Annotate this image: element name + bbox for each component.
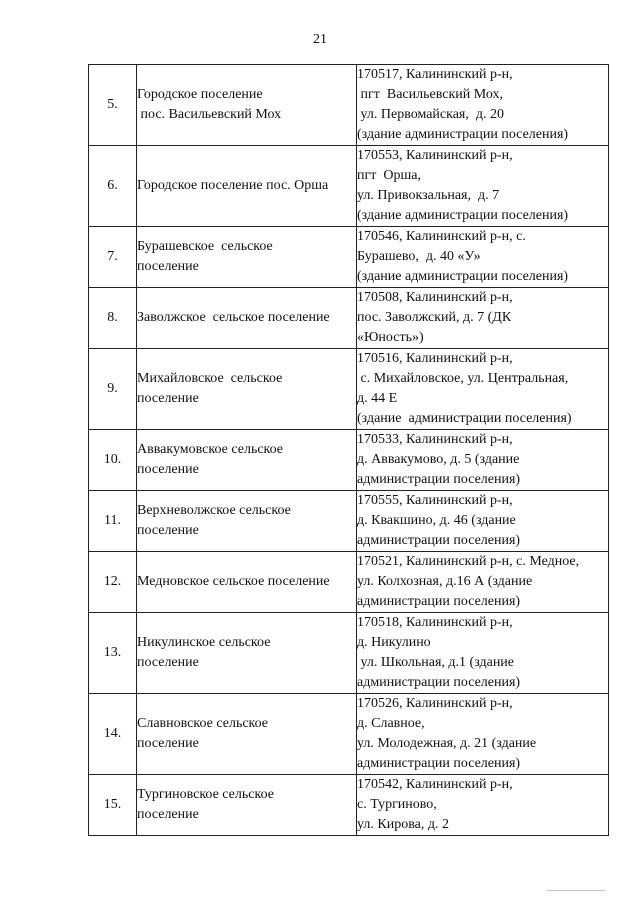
address-line: 170508, Калининский р-н,: [357, 290, 513, 305]
address: [357, 613, 609, 694]
address-line: д. Никулино: [357, 635, 431, 650]
table-row: [89, 65, 609, 146]
page-number: 21: [313, 32, 327, 47]
row-number: 12.: [89, 552, 137, 613]
address-line: ул. Школьная, д.1 (здание: [357, 655, 515, 670]
address-line: с. Тургиново,: [357, 797, 437, 812]
address-line: ул. Молодежная, д. 21 (здание: [357, 736, 537, 751]
address-line: д. Славное,: [357, 716, 425, 731]
address: [357, 146, 609, 227]
table-row: [89, 775, 609, 836]
settlement-name: [137, 552, 357, 613]
address-line: ул. Привокзальная, д. 7: [357, 188, 500, 203]
table-row: [89, 491, 609, 552]
address-line: д. 44 Е: [357, 391, 398, 406]
settlement-name-line: поселение: [137, 391, 199, 406]
address-line: (здание администрации поселения): [357, 411, 572, 426]
address-line: (здание администрации поселения): [357, 269, 569, 284]
address-line: администрации поселения): [357, 675, 521, 690]
table-row: [89, 552, 609, 613]
settlement-name-line: Никулинское сельское: [137, 635, 271, 650]
settlement-name: [137, 349, 357, 430]
address-line: администрации поселения): [357, 756, 521, 771]
table-row: [89, 146, 609, 227]
address: [357, 491, 609, 552]
settlement-name: [137, 65, 357, 146]
address-line: (здание администрации поселения): [357, 127, 569, 142]
address-line: 170526, Калининский р-н,: [357, 696, 513, 711]
row-number: 5.: [89, 65, 137, 146]
settlement-name-line: поселение: [137, 655, 199, 670]
address-line: администрации поселения): [357, 472, 521, 487]
address-line: Бурашево, д. 40 «У»: [357, 249, 481, 264]
address-line: 170518, Калининский р-н,: [357, 615, 513, 630]
settlement-name: [137, 146, 357, 227]
table-row: [89, 613, 609, 694]
settlement-name-line: Верхневолжское сельское: [137, 503, 291, 518]
row-number: 13.: [89, 613, 137, 694]
address-line: 170553, Калининский р-н,: [357, 148, 513, 163]
address: [357, 227, 609, 288]
address-line: 170542, Калининский р-н,: [357, 777, 513, 792]
settlement-name-line: Городское поселение пос. Орша: [137, 178, 329, 193]
row-number: 9.: [89, 349, 137, 430]
settlement-name: [137, 775, 357, 836]
address-line: 170555, Калининский р-н,: [357, 493, 513, 508]
address-line: «Юность»): [357, 330, 424, 345]
settlement-name-line: Славновское сельское: [137, 716, 269, 731]
row-number: 14.: [89, 694, 137, 775]
polling-stations-table: [88, 64, 609, 836]
table-row: [89, 288, 609, 349]
settlement-name: [137, 227, 357, 288]
settlement-name-line: Медновское сельское поселение: [137, 574, 330, 589]
address-line: ул. Колхозная, д.16 А (здание: [357, 574, 533, 589]
row-number: 8.: [89, 288, 137, 349]
address-line: д. Аввакумово, д. 5 (здание: [357, 452, 520, 467]
row-number: 6.: [89, 146, 137, 227]
footer-rule: [546, 890, 606, 891]
address: [357, 349, 609, 430]
table-row: [89, 694, 609, 775]
settlement-name-line: поселение: [137, 523, 199, 538]
address: [357, 552, 609, 613]
address: [357, 430, 609, 491]
settlement-name: [137, 491, 357, 552]
settlement-name: [137, 613, 357, 694]
address-line: пгт Орша,: [357, 168, 421, 183]
address: [357, 65, 609, 146]
table-row: [89, 430, 609, 491]
table-row: [89, 227, 609, 288]
address: [357, 694, 609, 775]
settlement-name-line: поселение: [137, 259, 199, 274]
address-line: (здание администрации поселения): [357, 208, 569, 223]
settlement-name-line: Михайловское сельское: [137, 371, 283, 386]
settlement-name-line: Тургиновское сельское: [137, 787, 274, 802]
settlement-name: [137, 694, 357, 775]
address-line: 170516, Калининский р-н,: [357, 351, 513, 366]
address-line: 170546, Калининский р-н, с.: [357, 229, 526, 244]
address-line: ул. Первомайская, д. 20: [357, 107, 504, 122]
address-line: администрации поселения): [357, 594, 521, 609]
address: [357, 775, 609, 836]
address-line: администрации поселения): [357, 533, 521, 548]
address-line: 170521, Калининский р-н, с. Медное,: [357, 554, 580, 569]
address-line: с. Михайловское, ул. Центральная,: [357, 371, 569, 386]
table-row: [89, 349, 609, 430]
table-body: [89, 65, 609, 836]
row-number: 10.: [89, 430, 137, 491]
settlement-name-line: поселение: [137, 462, 199, 477]
settlement-name-line: поселение: [137, 807, 199, 822]
settlement-name-line: Заволжское сельское поселение: [137, 310, 330, 325]
row-number: 7.: [89, 227, 137, 288]
settlement-name-line: пос. Васильевский Мох: [137, 107, 282, 122]
address-line: 170517, Калининский р-н,: [357, 67, 513, 82]
address-line: д. Квакшино, д. 46 (здание: [357, 513, 516, 528]
address: [357, 288, 609, 349]
row-number: 15.: [89, 775, 137, 836]
settlement-name-line: Аввакумовское сельское: [137, 442, 284, 457]
address-line: ул. Кирова, д. 2: [357, 817, 449, 832]
row-number: 11.: [89, 491, 137, 552]
settlement-name-line: поселение: [137, 736, 199, 751]
settlement-name-line: Городское поселение: [137, 87, 263, 102]
address-line: пос. Заволжский, д. 7 (ДК: [357, 310, 512, 325]
settlement-name-line: Бурашевское сельское: [137, 239, 273, 254]
settlement-name: [137, 430, 357, 491]
address-line: 170533, Калининский р-н,: [357, 432, 513, 447]
address-line: пгт Васильевский Мох,: [357, 87, 503, 102]
settlement-name: [137, 288, 357, 349]
